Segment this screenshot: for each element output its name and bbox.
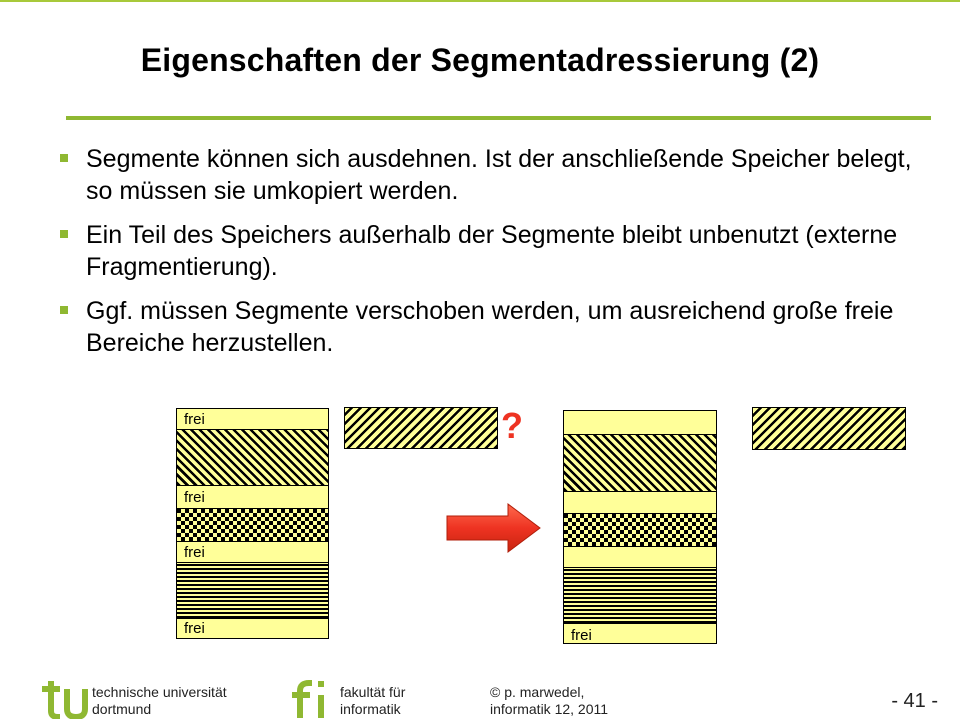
- free-label: frei: [184, 411, 205, 428]
- bullet-list: [58, 143, 938, 371]
- title-underline: [66, 116, 931, 120]
- free-label: frei: [184, 620, 205, 637]
- segment-plain: [564, 411, 716, 434]
- copyright-line: informatik 12, 2011: [490, 701, 609, 717]
- top-rule: [0, 0, 960, 2]
- segment-plain: [564, 546, 716, 567]
- segment-diagonal: [564, 434, 716, 491]
- segment-plain: [564, 491, 716, 513]
- free-block: [564, 623, 716, 643]
- bullet-text: Segmente können sich ausdehnen. Ist der anschließende Speicher belegt, so müssen sie umkopiert werden.: [86, 145, 912, 205]
- free-label: frei: [184, 544, 205, 561]
- segment-checkered: [564, 513, 716, 546]
- copyright-notice: [490, 684, 608, 718]
- memory-after: [563, 410, 717, 644]
- segment-striped: [177, 562, 328, 618]
- free-block: [177, 409, 328, 429]
- memory-before: [176, 408, 329, 639]
- square-bullet-icon: [60, 230, 68, 238]
- faculty-line: fakultät für: [340, 684, 406, 700]
- university-name: [92, 684, 227, 718]
- new-segment-placed: [752, 407, 906, 450]
- square-bullet-icon: [60, 306, 68, 314]
- free-label: frei: [184, 489, 205, 506]
- bullet-item: [58, 295, 938, 359]
- slide-title: Eigenschaften der Segmentadressierung (2): [140, 42, 820, 78]
- free-block: [177, 618, 328, 638]
- faculty-line: informatik: [340, 701, 401, 717]
- bullet-item: [58, 219, 938, 283]
- university-line: dortmund: [92, 701, 152, 717]
- segment-checkered: [177, 508, 328, 541]
- university-line: technische universität: [92, 684, 227, 700]
- segment-striped: [564, 567, 716, 623]
- new-segment-pending: [344, 407, 498, 449]
- page-number: - 41 -: [891, 690, 938, 712]
- copyright-line: © p. marwedel,: [490, 684, 585, 700]
- bullet-item: [58, 143, 938, 207]
- right-arrow-icon: [446, 503, 542, 553]
- free-label: frei: [571, 627, 592, 644]
- tu-logo-icon: [40, 677, 88, 719]
- question-mark: ?: [501, 405, 523, 446]
- faculty-name: [340, 684, 405, 718]
- segment-diagonal: [177, 429, 328, 485]
- fi-logo-icon: [290, 677, 334, 719]
- bullet-text: Ggf. müssen Segmente verschoben werden, um ausreichend große freie Bereiche herzustellen.: [86, 297, 894, 357]
- free-block: [177, 485, 328, 508]
- square-bullet-icon: [60, 154, 68, 162]
- free-block: [177, 541, 328, 562]
- bullet-text: Ein Teil des Speichers außerhalb der Segmente bleibt unbenutzt (externe Fragmentierung).: [86, 221, 898, 281]
